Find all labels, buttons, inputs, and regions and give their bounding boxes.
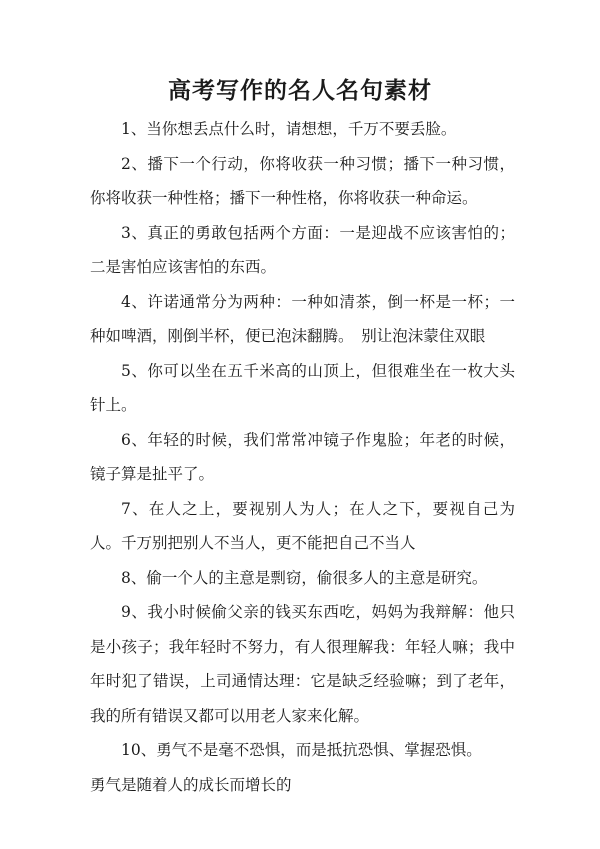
quote-item-10: 10、勇气不是毫不恐惧，而是抵抗恐惧、掌握恐惧。 bbox=[121, 741, 482, 759]
quote-item-8: 8、偷一个人的主意是剽窃，偷很多人的主意是研究。 bbox=[121, 568, 488, 587]
quote-item-4: 4、许诺通常分为两种：一种如清茶，倒一杯是一杯；一种如啤酒，刚倒半杯，便已泡沫翻腾。 别让泡沫蒙住双眼 bbox=[90, 292, 515, 345]
quote-item-7: 7、在人之上，要视别人为人；在人之下，要视自己为人。千万别把别人不当人，更不能把自己不当人 bbox=[90, 499, 515, 552]
quote-item-1: 1、当你想丢点什么时，请想想，千万不要丢脸。 bbox=[121, 120, 457, 138]
quote-item-3: 3、真正的勇敢包括两个方面：一是迎战不应该害怕的；二是害怕应该害怕的东西。 bbox=[90, 223, 515, 276]
trailing-line: 勇气是随着人的成长而增长的 bbox=[90, 775, 292, 794]
page-title: 高考写作的名人名句素材 bbox=[168, 77, 432, 104]
quote-item-5: 5、你可以坐在五千米高的山顶上，但很难坐在一枚大头针上。 bbox=[90, 361, 515, 414]
quote-item-9: 9、我小时候偷父亲的钱买东西吃，妈妈为我辩解：他只是小孩子；我年轻时不努力，有人很理解我：年轻人嘛；我中年时犯了错误，上司通情达理：它是缺乏经验嘛；到了老年，我的所有错误又都可以用老人家来化解。 bbox=[90, 603, 515, 725]
quote-list bbox=[90, 112, 515, 802]
quote-item-6: 6、年轻的时候，我们常常冲镜子作鬼脸；年老的时候，镜子算是扯平了。 bbox=[90, 430, 515, 483]
quote-item-2: 2、播下一个行动，你将收获一种习惯；播下一种习惯，你将收获一种性格；播下一种性格，你将收获一种命运。 bbox=[90, 154, 515, 207]
